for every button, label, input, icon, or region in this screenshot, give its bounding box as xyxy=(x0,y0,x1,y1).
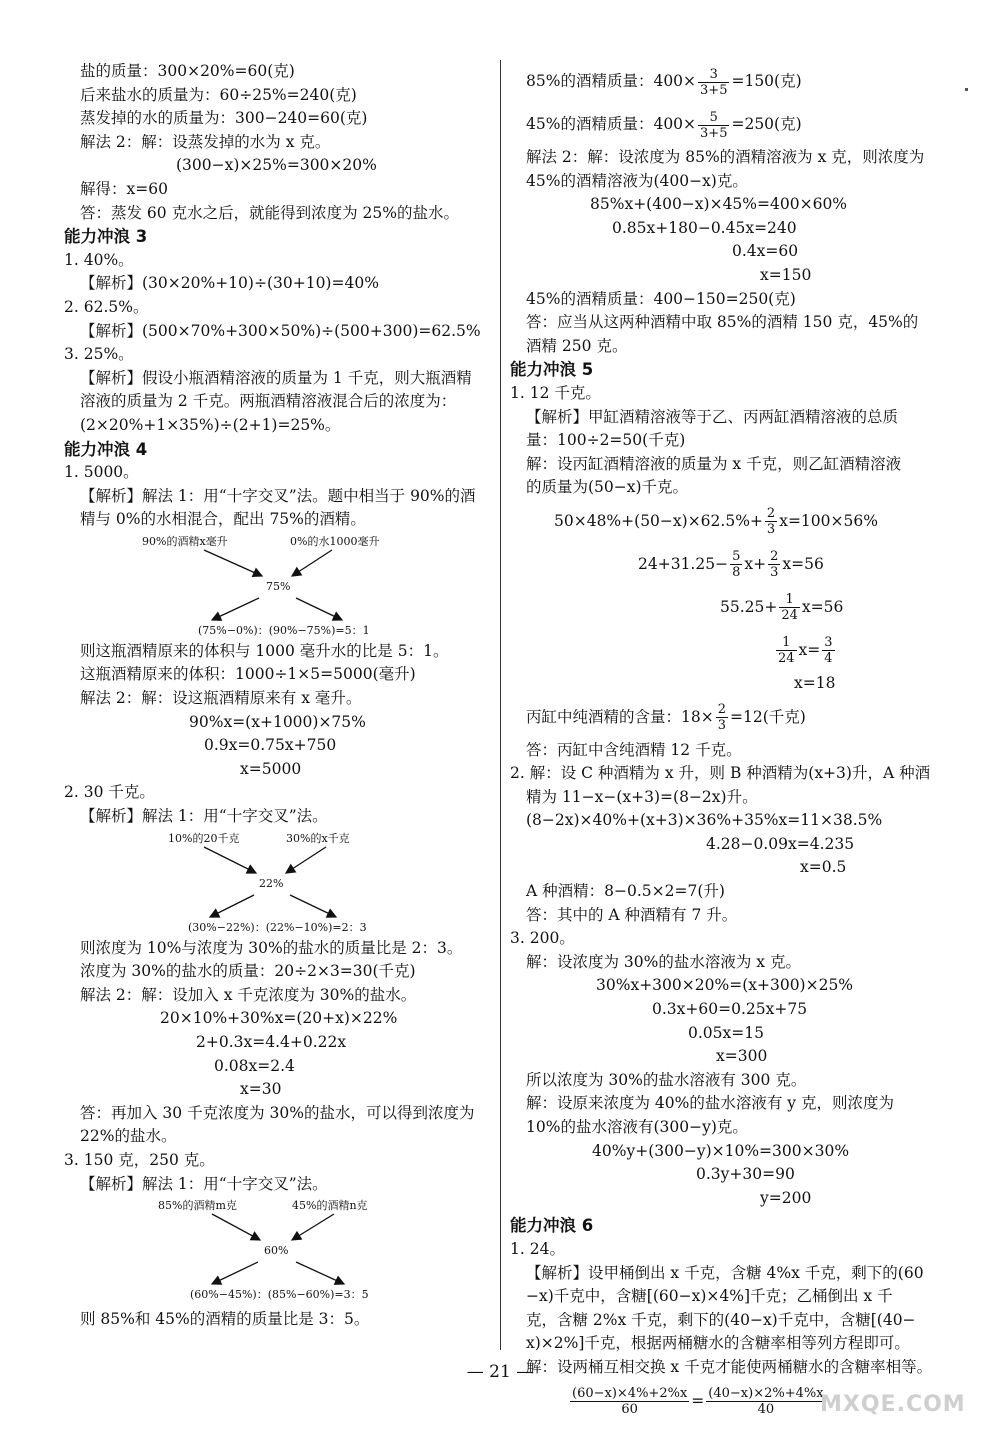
analysis-line: 精与 0%的水相混合，配出 75%的酒精。 xyxy=(80,510,366,529)
diagram-top-left-label: 85%的酒精m克 xyxy=(158,1199,237,1213)
fraction-numerator: 1 xyxy=(779,592,800,608)
cross-method-diagram xyxy=(64,1196,464,1304)
equation xyxy=(510,543,942,586)
fraction-denominator: 3 xyxy=(717,718,726,733)
analysis-line: 克，含糖 2%x 千克，剩下的(40−x)千克中，含糖[(40− xyxy=(526,1310,916,1329)
text-line: 则浓度为 10%与浓度为 30%的盐水的质量比是 2：3。 xyxy=(80,938,463,957)
text-line: 这瓶酒精原来的体积：1000÷1×5=5000(毫升) xyxy=(80,665,416,684)
text-segment: x=56 xyxy=(782,554,824,573)
diagram-top-right-label: 0%的水1000毫升 xyxy=(290,534,380,548)
analysis-line: 【解析】解法 1：用“十字交叉”法。 xyxy=(80,1174,328,1193)
text-segment: =250(克) xyxy=(731,115,802,133)
fraction-numerator: 2 xyxy=(766,506,776,522)
watermark: MXQE.COM xyxy=(820,1392,966,1417)
analysis-line: 【解析】(30×20%+10)÷(30+10)=40% xyxy=(80,274,379,293)
answer-line: 答：再加入 30 千克浓度为 30%的盐水，可以得到浓度为 xyxy=(80,1103,475,1122)
text-line: 45%的酒精质量：400−150=250(克) xyxy=(526,289,796,308)
cross-method-diagram xyxy=(64,829,464,937)
analysis-line: 【解析】假设小瓶酒精溶液的质量为 1 千克，则大瓶酒精 xyxy=(80,368,472,387)
text-line: 解：设丙缸酒精溶液的质量为 x 千克，则乙缸酒精溶液 xyxy=(526,454,902,473)
equation xyxy=(510,586,942,629)
text-line: 解得：x=60 xyxy=(80,179,168,198)
text-line: 盐的质量：300×20%=60(克) xyxy=(80,62,295,80)
text-line: 所以浓度为 30%的盐水溶液有 300 克。 xyxy=(526,1070,807,1089)
text-segment: x+ xyxy=(744,554,767,573)
answer-item: 2. 30 千克。 xyxy=(64,783,155,802)
analysis-line: 【解析】(500×70%+300×50%)÷(500+300)=62.5% xyxy=(80,321,481,340)
equation: (300−x)×25%=300×20% xyxy=(176,156,377,175)
section-heading-6: 能力冲浪 6 xyxy=(510,1216,594,1236)
text-line: 浓度为 30%的盐水的质量：20÷2×3=30(千克) xyxy=(80,962,416,981)
text-segment: =150(克) xyxy=(731,72,802,90)
equation: 2+0.3x=4.4+0.22x xyxy=(196,1033,347,1051)
equation: 20×10%+30%x=(20+x)×22% xyxy=(160,1009,398,1028)
analysis-line: 【解析】甲缸酒精溶液等于乙、丙两缸酒精溶液的总质 xyxy=(526,407,899,426)
equation: 90%x=(x+1000)×75% xyxy=(189,712,366,731)
diagram-center-label: 22% xyxy=(259,876,284,890)
column-divider xyxy=(500,60,501,1350)
analysis-line: (2×20%+1×35%)÷(2+1)=25%。 xyxy=(80,415,341,434)
answer-line: 答：应当从这两种酒精中取 85%的酒精 150 克，45%的 xyxy=(526,313,919,332)
equation: (8−2x)×40%+(x+3)×36%+35%x=11×38.5% xyxy=(526,811,883,830)
fraction xyxy=(822,635,834,666)
left-column xyxy=(64,60,494,1332)
fraction-numerator: 5 xyxy=(732,549,741,565)
answer-line: 22%的盐水。 xyxy=(80,1127,177,1146)
text-line: 10%的盐水溶液有(300−y)克。 xyxy=(526,1118,748,1136)
diagram-top-right-label: 45%的酒精n克 xyxy=(292,1199,368,1213)
analysis-line: 量：100÷2=50(千克) xyxy=(526,431,686,450)
text-line: 的质量为(50−x)千克。 xyxy=(526,478,689,497)
diagram-ratio-label: (60%−45%)：(85%−60%)=3：5 xyxy=(190,1288,369,1302)
text-segment: =12(千克) xyxy=(730,707,806,726)
text-line: 45%的酒精溶液为(400−x)克。 xyxy=(526,171,748,190)
text-segment: 45%的酒精质量：400× xyxy=(526,115,697,133)
analysis-line: −x)千克中，含糖[(60−x)×4%]千克；乙桶倒出 x 千 xyxy=(526,1287,893,1306)
equation: x=300 xyxy=(716,1047,768,1066)
diagram-top-left-label: 10%的20千克 xyxy=(168,831,240,845)
answer-line: 答：丙缸中含纯酒精 12 千克。 xyxy=(526,740,742,759)
diagram-center-label: 75% xyxy=(266,579,291,593)
analysis-line: x)×2%]千克，根据两桶糖水的含糖率相等列方程即可。 xyxy=(526,1334,910,1353)
equation: 4.28−0.09x=4.235 xyxy=(706,834,855,853)
diagram-top-left-label: 90%的酒精x毫升 xyxy=(142,534,228,548)
equation: 0.9x=0.75x+750 xyxy=(204,736,337,755)
diagram-ratio-label: (75%−0%)：(90%−75%)=5：1 xyxy=(198,623,370,637)
fraction-denominator: 60 xyxy=(621,1402,638,1418)
analysis-line: 【解析】解法 1：用“十字交叉”法。 xyxy=(80,807,328,826)
fraction xyxy=(765,506,777,537)
fraction xyxy=(730,549,742,580)
answer-item: 1. 12 千克。 xyxy=(510,383,601,402)
fraction-denominator: 3+5 xyxy=(700,125,728,141)
text-segment: x=100×56% xyxy=(779,511,878,530)
text-line: 后来盐水的质量为：60÷25%=240(克) xyxy=(80,85,357,104)
answer-item: 1. 40%。 xyxy=(64,250,134,269)
section-heading-3: 能力冲浪 3 xyxy=(64,227,148,247)
fraction-numerator: (40−x)×2%+4%x xyxy=(708,1386,824,1402)
analysis-line: 【解析】解法 1：用“十字交叉”法。题中相当于 90%的酒 xyxy=(80,486,476,505)
fraction-denominator: 24 xyxy=(781,608,798,624)
fraction xyxy=(698,67,729,98)
fraction-numerator: 5 xyxy=(698,110,729,126)
text-line: 解：设原来浓度为 40%的盐水溶液有 y 克，则浓度为 xyxy=(526,1094,894,1113)
answer-item: 2. 62.5%。 xyxy=(64,297,149,316)
equation: x=150 xyxy=(760,265,812,284)
fraction xyxy=(698,110,729,141)
text-segment: 丙缸中纯酒精的含量：18× xyxy=(526,707,714,726)
equation: 85%x+(400−x)×45%=400×60% xyxy=(590,195,848,214)
answer-line: 答：其中的 A 种酒精有 7 升。 xyxy=(526,905,738,924)
fraction-numerator: (60−x)×4%+2%x xyxy=(572,1386,688,1402)
page-number: — 21 — xyxy=(466,1362,534,1382)
fraction-numerator: 3 xyxy=(824,635,833,651)
equation: 30%x+300×20%=(x+300)×25% xyxy=(596,976,854,995)
text-line xyxy=(510,696,942,739)
equation: x=30 xyxy=(240,1080,282,1099)
equation: 0.4x=60 xyxy=(732,242,799,261)
text-line xyxy=(510,60,942,103)
diagram-ratio-label: (30%−22%)：(22%−10%)=2：3 xyxy=(188,920,367,934)
text-segment: x= xyxy=(798,640,821,659)
fraction-numerator: 3 xyxy=(698,67,729,83)
answer-item: 3. 200。 xyxy=(510,929,575,948)
text-line: 则这瓶酒精原来的体积与 1000 毫升水的比是 5：1。 xyxy=(80,641,449,660)
cross-method-diagram xyxy=(64,532,464,640)
text-line: A 种酒精：8−0.5×2=7(升) xyxy=(526,882,725,901)
diagram-top-right-label: 30%的x千克 xyxy=(286,831,350,845)
equation xyxy=(510,629,942,672)
equation: 0.85x+180−0.45x=240 xyxy=(612,218,797,237)
fraction-denominator: 8 xyxy=(732,565,741,581)
text-line: 蒸发掉的水的质量为：300−240=60(克) xyxy=(80,109,368,128)
fraction xyxy=(570,1386,689,1417)
fraction-denominator: 4 xyxy=(824,651,833,667)
text-line: 解：设两桶互相交换 x 千克才能使两桶糖水的含糖率相等。 xyxy=(526,1357,933,1376)
fraction xyxy=(768,549,780,580)
fraction xyxy=(706,1386,825,1417)
text-segment: 50×48%+(50−x)×62.5%+ xyxy=(554,511,763,530)
equation: 0.3y+30=90 xyxy=(696,1165,795,1184)
text-segment: = xyxy=(691,1391,705,1410)
equation: x=18 xyxy=(794,673,836,692)
fraction xyxy=(716,702,728,733)
text-line: 精为 11−x−(x+3)=(8−2x)升。 xyxy=(526,787,758,806)
answer-item: 3. 25%。 xyxy=(64,345,134,364)
equation xyxy=(510,500,942,543)
text-line: 解法 2：解：设这瓶酒精原来有 x 毫升。 xyxy=(80,689,362,708)
fraction-numerator: 2 xyxy=(717,702,726,717)
section-heading-5: 能力冲浪 5 xyxy=(510,360,594,380)
equation: x=5000 xyxy=(240,759,302,778)
fraction-denominator: 40 xyxy=(757,1402,775,1418)
text-line: 解：设浓度为 30%的盐水溶液为 x 克。 xyxy=(526,952,801,971)
analysis-line: 【解析】设甲桶倒出 x 千克，含糖 4%x 千克，剩下的(60 xyxy=(526,1263,924,1282)
text-line: 解法 2：解：设蒸发掉的水为 x 克。 xyxy=(80,132,331,151)
equation: 40%y+(300−y)×10%=300×30% xyxy=(592,1141,850,1160)
text-line xyxy=(510,103,942,146)
fraction xyxy=(779,592,800,623)
fraction-numerator: 1 xyxy=(776,635,797,651)
equation: 0.08x=2.4 xyxy=(214,1056,295,1075)
fraction-denominator: 3 xyxy=(770,565,779,581)
text-line: 解法 2：解：设加入 x 千克浓度为 30%的盐水。 xyxy=(80,985,417,1004)
fraction-numerator: 2 xyxy=(770,549,779,565)
equation: 0.05x=15 xyxy=(688,1023,764,1042)
equation: x=0.5 xyxy=(800,858,847,877)
fraction xyxy=(776,635,797,666)
text-line: 解法 2：解：设浓度为 85%的酒精溶液为 x 克，则浓度为 xyxy=(526,148,925,166)
fraction-denominator: 3 xyxy=(766,522,776,538)
right-column xyxy=(510,60,942,1423)
section-heading-4: 能力冲浪 4 xyxy=(64,439,148,459)
answer-item: 1. 5000。 xyxy=(64,463,139,482)
diagram-center-label: 60% xyxy=(264,1244,289,1258)
answer-item: 1. 24。 xyxy=(510,1239,565,1258)
text-segment: 85%的酒精质量：400× xyxy=(526,72,697,90)
fraction-denominator: 24 xyxy=(778,651,795,667)
text-segment: 24+31.25− xyxy=(638,554,729,573)
text-segment: x=56 xyxy=(801,597,844,616)
fraction-denominator: 3+5 xyxy=(700,82,728,98)
answer-line: 酒精 250 克。 xyxy=(526,336,628,355)
corner-dot xyxy=(965,88,968,91)
answer-line: 答：蒸发 60 克水之后，就能得到浓度为 25%的盐水。 xyxy=(80,203,459,222)
answer-item: 2. 解：设 C 种酒精为 x 升，则 B 种酒精为(x+3)升，A 种酒 xyxy=(510,764,931,783)
text-line: 则 85%和 45%的酒精的质量比是 3：5。 xyxy=(80,1310,370,1329)
analysis-line: 溶液的质量为 2 千克。两瓶酒精溶液混合后的浓度为： xyxy=(80,392,457,411)
equation: 0.3x+60=0.25x+75 xyxy=(652,1000,808,1019)
equation: y=200 xyxy=(760,1188,812,1207)
answer-item: 3. 150 克，250 克。 xyxy=(64,1150,215,1169)
text-segment: 55.25+ xyxy=(720,597,778,616)
